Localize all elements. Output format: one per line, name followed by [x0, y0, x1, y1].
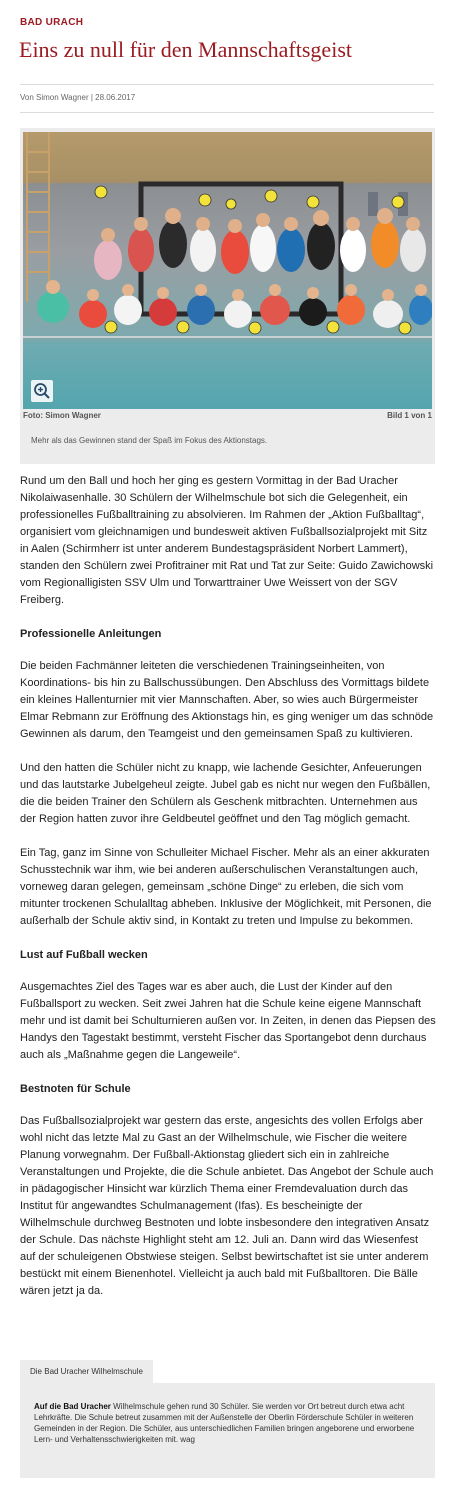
divider-bottom: [20, 112, 434, 113]
zoom-button[interactable]: [31, 380, 53, 402]
article-body: [20, 473, 436, 1317]
paragraph: Ausgemachtes Ziel des Tages war es aber auch, die Lust der Kinder auf den Fußballsport zu wecken. Seit zwei Jahren hat die Schule keine eigene Mannschaft mehr und ist damit bei Schulturnieren außen vor. In Zeiten, in denen das Piepsen des Handys den Tagestakt bestimmt, versteht Fischer das Sportangebot denn durchaus auch als „Maßnahme gegen die Langeweile“.: [20, 981, 436, 1061]
magnifier-plus-icon: [31, 380, 53, 402]
infobox-text: Wilhelmschule gehen rund 30 Schüler. Sie werden vor Ort betreut durch etwa acht Lehrkräfte. Die Schule betreut zusammen mit der Außenstelle der Oberlin Förderschule Schüler in weiteren Gemeinden in der Region. Die Schüler, aus unterschiedlichen Familien bringen angeborene und erworbene Lern- und Verhaltensschwierigkeiten mit. wag: [34, 1402, 415, 1444]
group-photo-illustration: [23, 132, 432, 409]
paragraph: Die beiden Fachmänner leiteten die verschiedenen Trainingseinheiten, von Koordinations- bis hin zu Ballschussübungen. Den Abschluss des Vormittags bildete ein kleines Hallenturnier mit vier Mannschaften. Aber, so wies auch Bürgermeister Elmar Rebmann zur Eröffnung des Aktionstags hin, es ging weniger um das schnöde Gewinnen als darum, den Teamgeist und den gemeinsamen Spaß zu kultivieren.: [20, 660, 434, 740]
paragraph: Ein Tag, ganz im Sinne von Schulleiter Michael Fischer. Mehr als an einer akkuraten Schusstechnik war ihm, wie bei anderen außerschulischen Veranstaltungen auch, vorneweg daran gelegen, gemeinsam „schöne Dinge“ zu erleben, die sich vom mitunter trockenen Schulalltag abheben. Inklusive der Möglichkeit, mit Personen, die außerhalb der Schule aktiv sind, in Kontakt zu treten und Impulse zu bekommen.: [20, 847, 432, 927]
paragraph: Und den hatten die Schüler nicht zu knapp, wie lachende Gesichter, Anfeuerungen und das lautstarke Jubelgeheul zeigte. Jubel gab es nicht nur wegen den Fußbällen, die die beiden Trainer den Schülern als Geschenk mitbrachten. Unternehmen aus der Region hatten zuvor ihre Geldbeutel geöffnet und den Tag möglich gemacht.: [20, 762, 431, 825]
group-photo[interactable]: [23, 132, 432, 409]
image-counter: Bild 1 von 1: [387, 411, 432, 420]
photo-gallery: [20, 128, 435, 464]
article-headline: Eins zu null für den Mannschaftsgeist: [19, 37, 352, 62]
subheading: Lust auf Fußball wecken: [20, 949, 148, 961]
photo-credit-row: [23, 411, 432, 420]
infobox-tab[interactable]: Die Bad Uracher Wilhelmschule: [20, 1360, 153, 1383]
paragraph: Das Fußballsozialprojekt war gestern das erste, angesichts des vollen Erfolgs aber wohl nicht das letzte Mal zu Gast an der Wilhelmschule, wie Fischer die weitere Planung vorwegnahm. Der Fußball-Aktionstag gliedert sich ein in zahlreiche Veranstaltungen und Projekte, die die Schule anbietet. Das Angebot der Schule auch in pädagogischer Hinsicht war kürzlich Thema einer Fremdevaluation durch das Institut für angewandtes Schulmanagement (Ifas). Es bescheinigte der Wilhelmschule durchweg Bestnoten und lobte insbesondere den integrativen Ansatz der Schule. Das nächste Highlight steht am 12. Juli an. Dann wird das Wiesenfest auf der schuleigenen Obstwiese steigen. Selbst bewirtschaftet ist sie unter anderem bestückt mit einem Bienenhotel. Vielleicht ja auch bald mit Fußballtoren. Die Bälle wären jetzt ja da.: [20, 1115, 434, 1297]
photo-caption: Mehr als das Gewinnen stand der Spaß im Fokus des Aktionstags.: [31, 436, 268, 445]
article-kicker: BAD URACH: [20, 17, 84, 28]
infobox-lead: Auf die Bad Uracher: [34, 1402, 111, 1411]
divider-top: [20, 84, 434, 85]
paragraph: Rund um den Ball und hoch her ging es gestern Vormittag in der Bad Uracher Nikolaiwasenhalle. 30 Schülern der Wilhelmschule bot sich die Gelegenheit, ein professionelles Fußballtraining zu absolvieren. Im Rahmen der „Aktion Fußballtag“, organisiert vom gleichnamigen und bundesweit aktiven Fußballsozialprojekt mit Sitz in Aalen (Schirmherr ist unter anderem Bundestagspräsident Norbert Lammert), standen den Schülern zwei Profitrainer mit Rat und Tat zur Seite: Guido Zawichowski vom Regionalligisten SSV Ulm und Torwarttrainer Uwe Weissert von der SGV Freiberg.: [20, 475, 434, 606]
article-byline: Von Simon Wagner | 28.06.2017: [20, 93, 136, 102]
subheading: Bestnoten für Schule: [20, 1083, 131, 1095]
infobox: [20, 1383, 435, 1478]
subheading: Professionelle Anleitungen: [20, 628, 162, 640]
photo-credit: Foto: Simon Wagner: [23, 411, 101, 420]
